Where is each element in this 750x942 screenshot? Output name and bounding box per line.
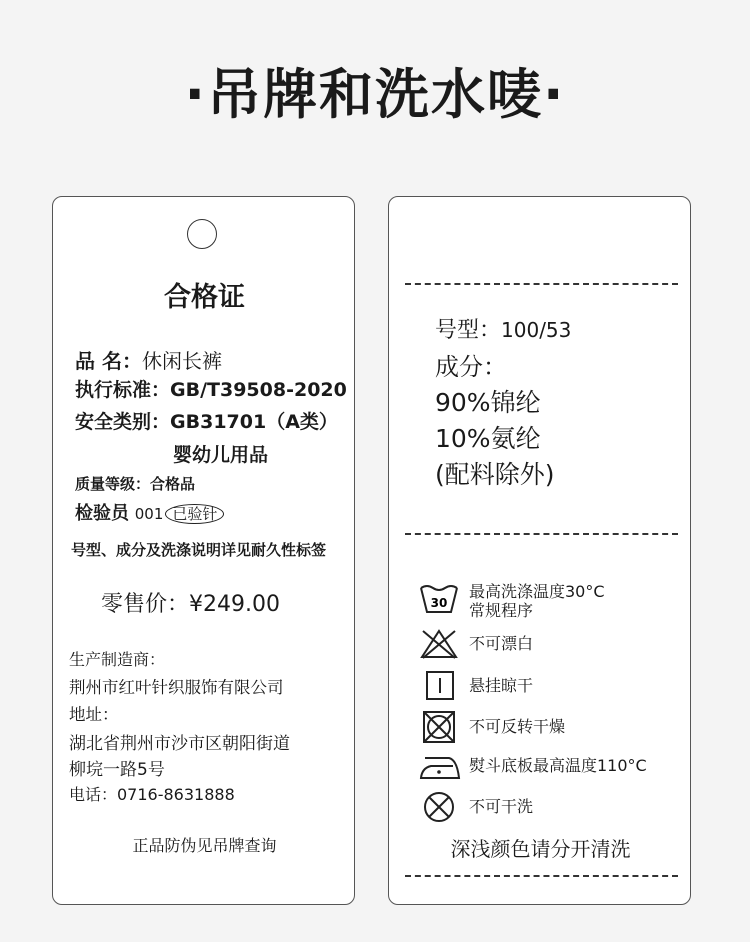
safety-label: 安全类别： bbox=[75, 411, 171, 433]
composition-item: 90%锦纶 bbox=[435, 388, 541, 417]
care-row-dryclean bbox=[419, 790, 679, 822]
composition-label: 成分： bbox=[435, 353, 507, 381]
care-row-tumble bbox=[419, 710, 679, 742]
inspector-row bbox=[75, 499, 224, 525]
care-text-sub: 常规程序 bbox=[469, 601, 534, 620]
line-dry-icon bbox=[419, 670, 459, 702]
hang-hole-icon bbox=[187, 219, 217, 249]
composition-note: (配料除外) bbox=[435, 460, 555, 489]
care-row-bleach bbox=[419, 628, 679, 660]
phone: 电话：0716-8631888 bbox=[69, 785, 235, 804]
care-text: 最高洗涤温度30°C bbox=[469, 582, 605, 601]
care-row-iron bbox=[419, 750, 679, 782]
maker-label: 生产制造商： bbox=[69, 650, 166, 669]
grade-row bbox=[75, 473, 195, 494]
safety-row bbox=[75, 407, 338, 434]
size-label: 号型： bbox=[435, 318, 502, 343]
inspector-id: 001 bbox=[134, 505, 164, 523]
hang-tag-card bbox=[52, 196, 355, 905]
care-text: 不可漂白 bbox=[469, 634, 534, 653]
iron-icon bbox=[419, 750, 463, 782]
no-bleach-icon bbox=[419, 628, 459, 660]
inspection-stamp: 已验针 bbox=[165, 504, 224, 524]
address-line-2: 柳垸一路5号 bbox=[69, 760, 165, 780]
divider bbox=[405, 283, 678, 285]
standard-label: 执行标准： bbox=[75, 379, 171, 401]
safety-sub: 婴幼儿用品 bbox=[173, 444, 269, 466]
grade-label: 质量等级： bbox=[75, 475, 151, 493]
care-text: 不可干洗 bbox=[469, 797, 534, 816]
grade-value: 合格品 bbox=[150, 475, 196, 493]
price-value: ¥249.00 bbox=[189, 592, 280, 617]
size-row bbox=[435, 313, 571, 344]
address-label: 地址： bbox=[69, 705, 119, 724]
inspector-label: 检验员 bbox=[75, 503, 129, 524]
wash-30-icon bbox=[419, 582, 459, 616]
anti-counterfeit-note: 正品防伪见吊牌查询 bbox=[132, 836, 277, 855]
care-text: 悬挂晾干 bbox=[469, 676, 534, 695]
wash-temp-label: 30 bbox=[430, 596, 448, 610]
composition-item: 10%氨纶 bbox=[435, 424, 541, 453]
divider bbox=[405, 533, 678, 535]
certificate-title: 合格证 bbox=[164, 282, 245, 313]
no-dry-clean-icon bbox=[419, 790, 459, 824]
divider bbox=[405, 875, 678, 877]
product-name-label: 品 名： bbox=[75, 349, 142, 373]
durable-label-note: 号型、成分及洗涤说明详见耐久性标签 bbox=[71, 541, 327, 559]
standard-value: GB/T39508-2020 bbox=[170, 379, 347, 401]
price-row bbox=[101, 587, 280, 618]
no-tumble-dry-icon bbox=[419, 710, 459, 744]
product-name-value: 休闲长裤 bbox=[141, 349, 222, 373]
address-line-1: 湖北省荆州市沙市区朝阳街道 bbox=[69, 734, 290, 754]
care-row-wash bbox=[419, 582, 679, 620]
safety-value: GB31701（A类） bbox=[170, 411, 338, 433]
page-title: ·吊牌和洗水唛· bbox=[184, 63, 566, 126]
wash-separately-note: 深浅颜色请分开清洗 bbox=[450, 837, 631, 861]
product-name-row bbox=[75, 345, 222, 374]
care-text: 不可反转干燥 bbox=[469, 717, 566, 736]
maker-value: 荆州市红叶针织服饰有限公司 bbox=[69, 678, 284, 697]
care-text: 熨斗底板最高温度110°C bbox=[469, 756, 647, 775]
care-label-card bbox=[388, 196, 691, 905]
price-label: 零售价： bbox=[101, 592, 190, 617]
care-row-dry bbox=[419, 670, 679, 702]
standard-row bbox=[75, 375, 347, 402]
size-value: 100/53 bbox=[501, 318, 572, 342]
